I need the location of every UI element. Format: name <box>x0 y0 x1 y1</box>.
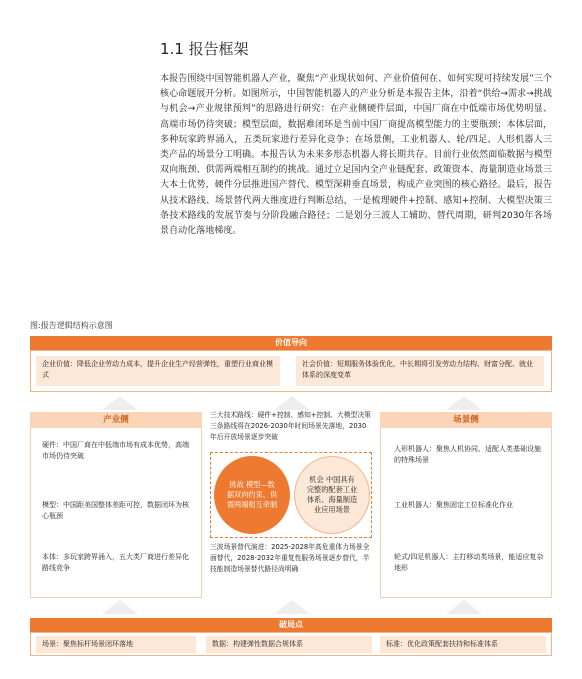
value-orientation-bar: 价值导向 <box>30 336 552 350</box>
breakthrough-bar: 破局点 <box>30 618 552 632</box>
industry-hardware: 硬件：中国厂商在中低端市场有成本优势，高端市场仍待突破 <box>42 441 189 460</box>
scene-industrial: 工业机器人：聚焦固定工位标准化作业 <box>394 501 513 509</box>
scene-humanoid: 人形机器人：聚焦人机协同、适配人类基础设施的特殊场景 <box>394 445 541 464</box>
industry-side-title: 产业侧 <box>30 412 202 428</box>
arrow-up-icon <box>446 396 482 410</box>
breakthrough-standard: 标准：优化政策配套扶持和标准体系 <box>380 636 546 653</box>
section-title: 1.1 报告框架 <box>160 40 249 58</box>
scene-side-title: 场景侧 <box>380 412 552 428</box>
opportunity-circle <box>294 456 370 534</box>
breakthrough-scene: 场景：聚焦标杆场景闭环落地 <box>36 636 196 653</box>
breakthrough-data: 数据：构建弹性数据合规体系 <box>206 636 372 653</box>
arrow-up-icon <box>446 600 482 614</box>
arrow-up-icon <box>274 396 310 410</box>
tech-route-text: 三大技术路线：硬件+控制、感知+控制、大模型决策三条路线将在2026-2030年时间场景先落地，2030年后开放场景逐步突破 <box>210 411 371 441</box>
enterprise-value: 企业价值：降低企业劳动力成本，提升企业生产经营弹性，重塑行业商业模式 <box>36 356 280 386</box>
industry-model: 模型：中国距美国整体差距可控，数据闭环为核心瓶颈 <box>42 501 189 520</box>
opportunity-text: 机会 中国具有完整的配套工业体系、海量制造业应用场景 <box>306 475 358 514</box>
figure-caption: 图:报告逻辑结构示意图 <box>30 321 113 330</box>
scene-replace-text: 三波场景替代演进：2025-2028年高危重体力场景全面替代，2028-2032年重复性服务场景逐步替代，半技能制造场景替代路径尚明确 <box>210 543 370 573</box>
body-paragraph: 本报告围绕中国智能机器人产业，聚焦“产业现状如何、产业价值何在、如何实现可持续发展”三个核心命题展开分析。如图所示，中国智能机器人的产业分析是本报告主体，沿着“供给→需求→挑战与机会→产业规律预判”的思路进行研究：在产业侧硬件层面，中国厂商在中低端市场优势明显、高端市场仍待突破；模型层面，数据难闭环是当前中国厂商提高模型能力的主要瓶颈；本体层面，多种玩家跨界涌入，五类玩家进行差异化竞争；在场景侧，工业机器人、轮/四足、人形机器人三类产品的场景分工明确。本报告认为未来多形态机器人将长期共存。目前行业依然面临数据与模型双向瓶颈、供需两端相互制约的挑战。通过立足国内全产业链配套、政策资本、海量制造业场景三大本土优势，硬件分层推进国产替代、模型深耕垂直场景，构成产业突围的核心路径。最后，报告从技术路线、场景替代两大维度进行判断总结，一是梳理硬件+控制、感知+控制、大模型决策三条技术路线的发展节奏与分阶段融合路径；二是划分三波人工辅助、替代周期，研判2030年各场景自动化落地梯度。 <box>160 74 552 237</box>
arrow-up-icon <box>102 600 138 614</box>
social-value: 社会价值：短期服务体验优化，中长期将引发劳动力结构、财富分配、就业体系的深度变革 <box>296 356 544 386</box>
challenge-text: 挑战 模型—数据双向约束、供需两端相互牵制 <box>226 480 278 509</box>
challenge-circle <box>214 456 290 534</box>
arrow-up-icon <box>102 396 138 410</box>
scene-wheeled: 轮式/四足机器人：主打移动类场景，能适应复杂地形 <box>394 553 544 572</box>
industry-body: 本体：多玩家跨界涌入，五大类厂商进行差异化路线竞争 <box>42 553 189 572</box>
arrow-up-icon <box>274 600 310 614</box>
